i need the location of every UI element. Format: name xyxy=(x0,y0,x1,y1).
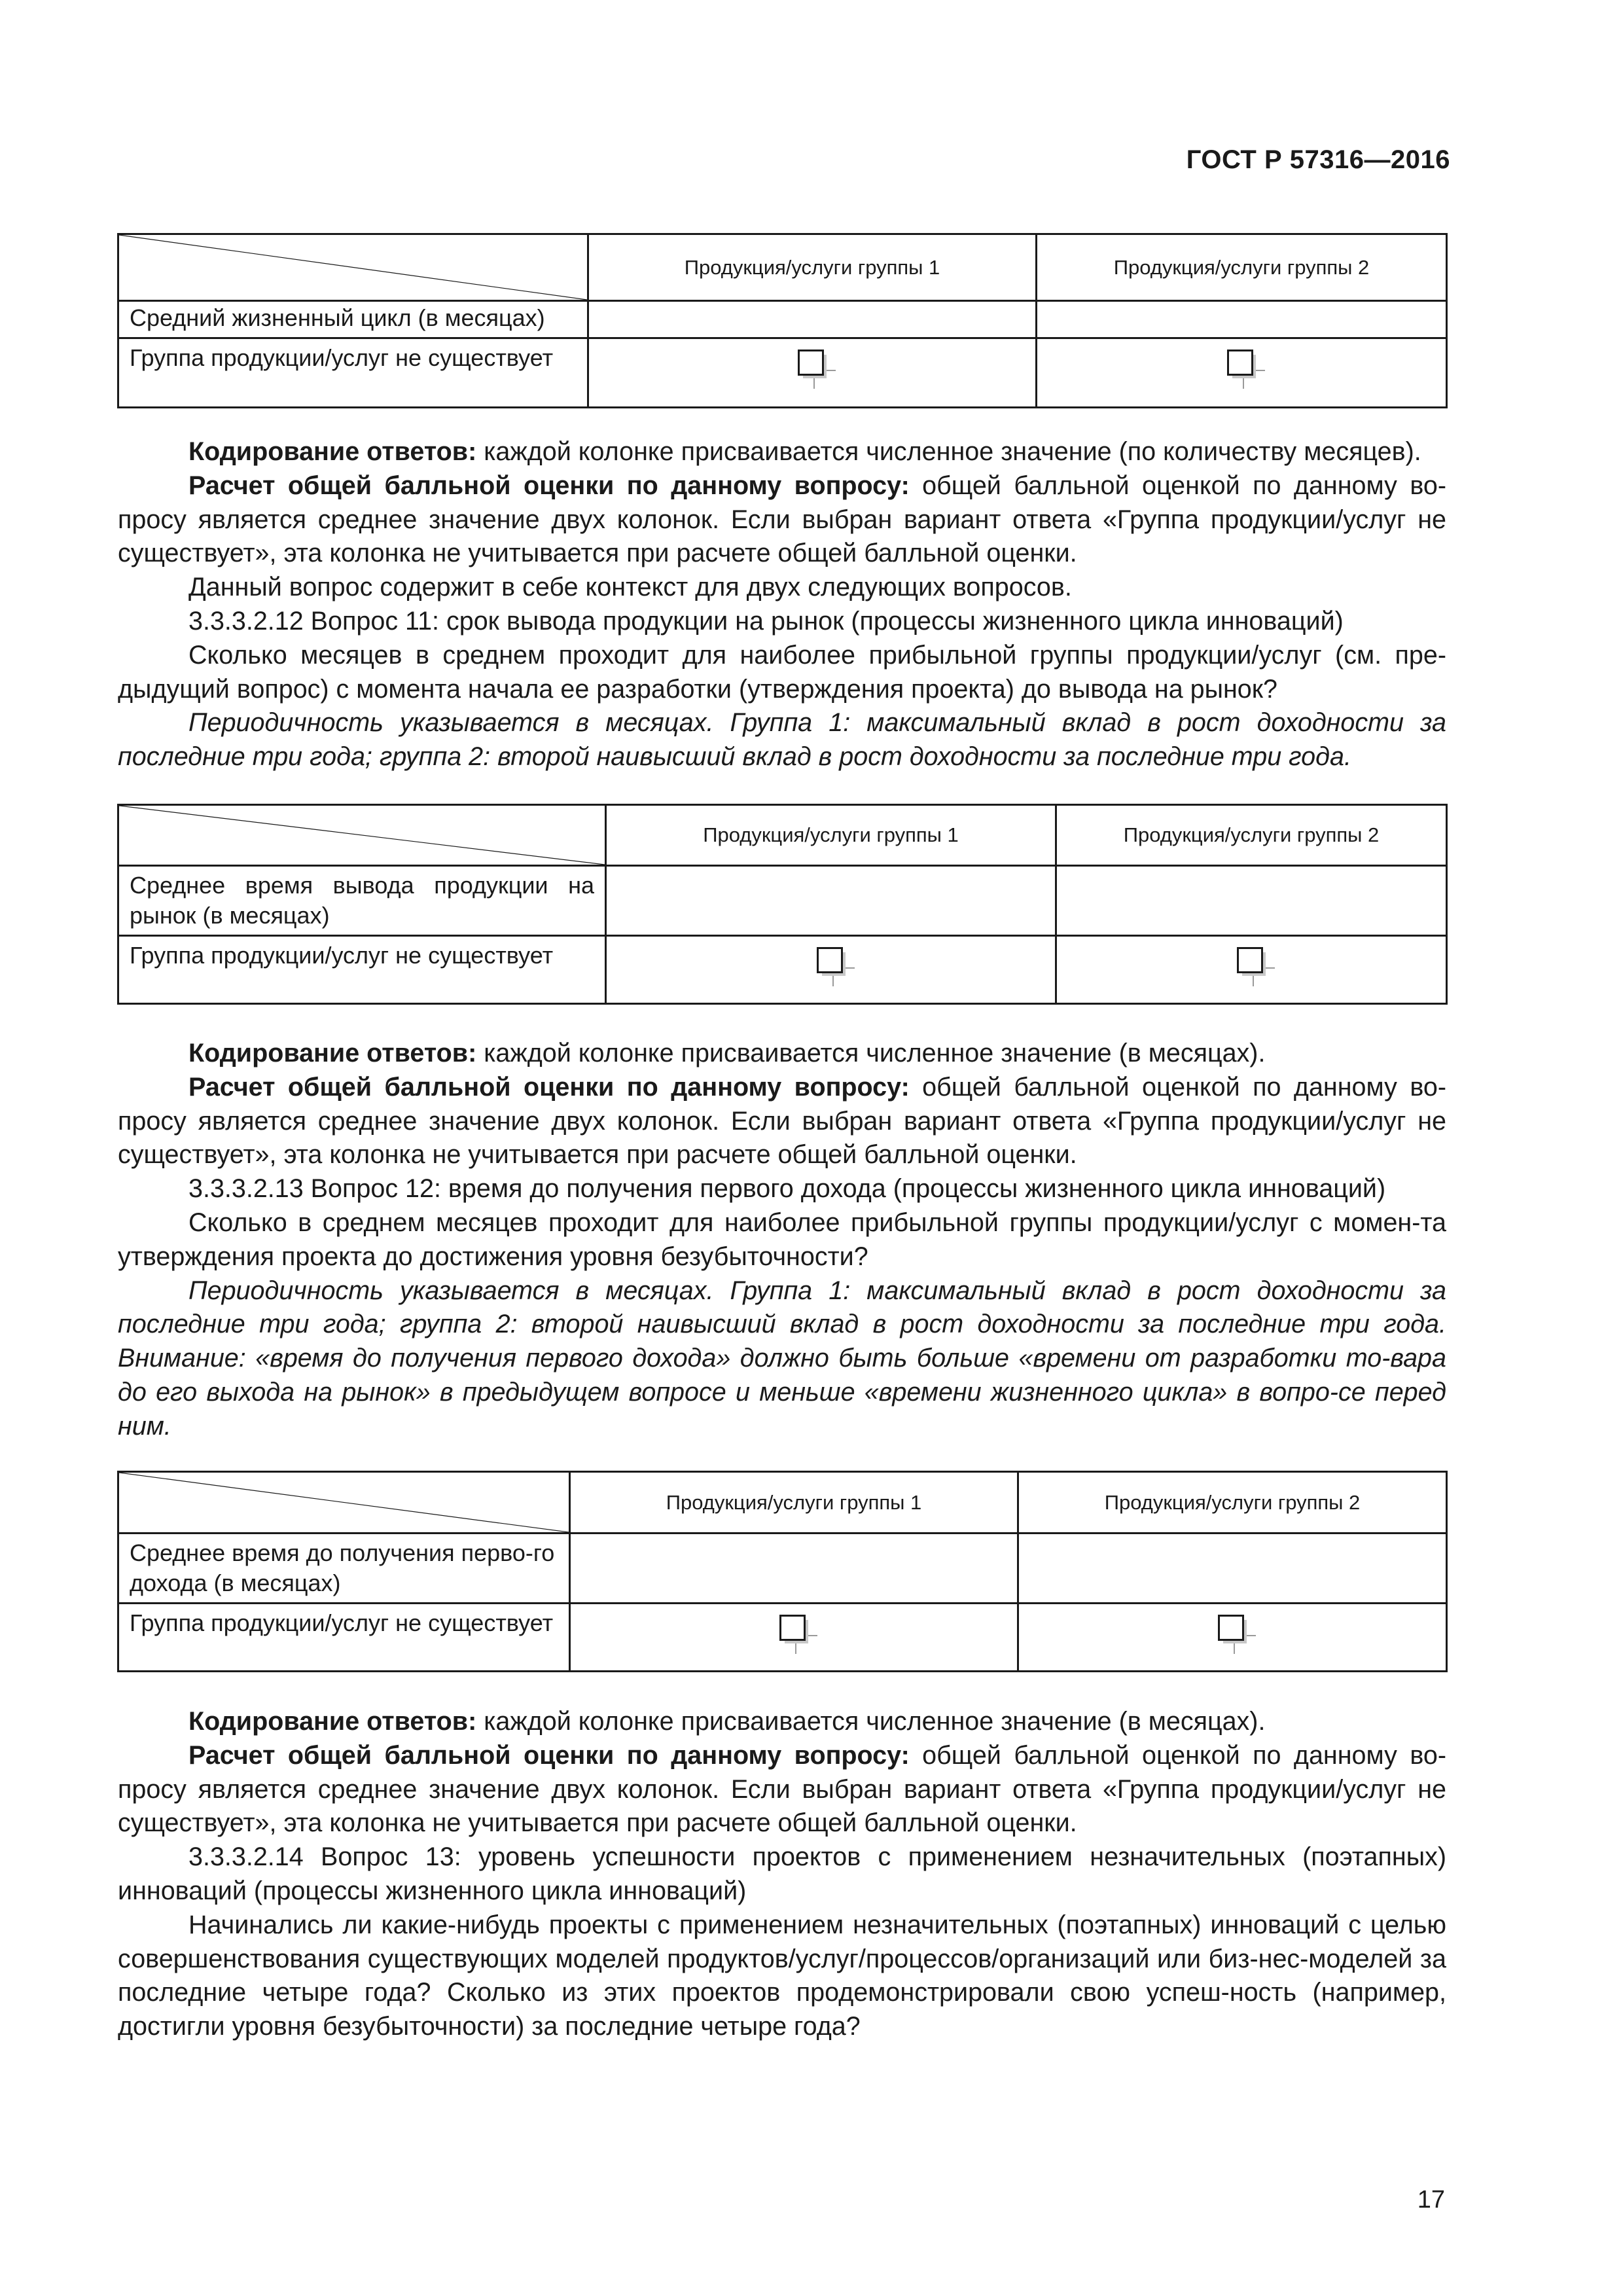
input-cell-group-2[interactable] xyxy=(1037,301,1447,338)
diagonal-header-cell xyxy=(118,234,588,301)
checkbox-cell-group-2 xyxy=(1018,1604,1447,1672)
checkbox-cell-group-2 xyxy=(1037,338,1447,408)
section-heading: 3.3.3.2.13 Вопрос 12: время до получения первого дохода (процессы жизненного цикла инноваций) xyxy=(188,1174,1386,1204)
checkbox-group-1[interactable] xyxy=(779,1615,819,1655)
paragraph-coding xyxy=(118,1705,1446,1739)
table-first-income xyxy=(117,1471,1448,1672)
section-heading: 3.3.3.2.14 Вопрос 13: уровень успешности проектов с применением незначительных (поэтапных) инноваций (процессы жизненного цикла инноваций) xyxy=(118,1842,1446,1905)
paragraph-coding xyxy=(118,1037,1446,1071)
coding-text: каждой колонке присваивается численное значение (по количеству месяцев). xyxy=(476,437,1421,466)
section-heading: 3.3.3.2.12 Вопрос 11: срок вывода продукции на рынок (процессы жизненного цикла инноваций) xyxy=(188,606,1344,636)
coding-label: Кодирование ответов: xyxy=(188,1039,477,1067)
coding-label: Кодирование ответов: xyxy=(188,437,477,466)
input-cell-group-2[interactable] xyxy=(1056,866,1447,936)
checkbox-cell-group-1 xyxy=(570,1604,1018,1672)
checkbox-cell-group-2 xyxy=(1056,936,1447,1004)
row-label-lifecycle: Средний жизненный цикл (в месяцах) xyxy=(118,301,588,338)
column-header-group-1: Продукция/услуги группы 1 xyxy=(588,234,1037,301)
row-label-first-income: Среднее время до получения перво-го дохода (в месяцах) xyxy=(118,1534,570,1604)
diagonal-header-cell xyxy=(118,805,606,866)
calc-label: Расчет общей балльной оценки по данному вопросу: xyxy=(188,471,910,500)
column-header-group-1: Продукция/услуги группы 1 xyxy=(606,805,1056,866)
checkbox-group-1[interactable] xyxy=(798,350,837,390)
coding-text: каждой колонке присваивается численное значение (в месяцах). xyxy=(476,1707,1266,1736)
coding-text: каждой колонке присваивается численное значение (в месяцах). xyxy=(476,1039,1266,1067)
paragraph-context: Данный вопрос содержит в себе контекст для двух следующих вопросов. xyxy=(188,573,1072,602)
checkbox-cell-group-1 xyxy=(606,936,1056,1004)
checkbox-group-2[interactable] xyxy=(1237,947,1276,988)
input-cell-group-2[interactable] xyxy=(1018,1534,1447,1604)
calc-label: Расчет общей балльной оценки по данному вопросу: xyxy=(188,1740,910,1770)
column-header-group-1: Продукция/услуги группы 1 xyxy=(570,1472,1018,1534)
coding-label: Кодирование ответов: xyxy=(188,1707,477,1736)
paragraph-note: Периодичность указывается в месяцах. Группа 1: максимальный вклад в рост доходности за последние три года; группа 2: второй наивысший вклад в рост доходности за последние три года. xyxy=(118,708,1446,772)
checkbox-group-2[interactable] xyxy=(1227,350,1266,390)
checkbox-cell-group-1 xyxy=(588,338,1037,408)
calc-text: общей балльной оценкой по данному во-просу является среднее значение двух колонок. Если выбран вариант ответа «Группа продукции/услуг не существует», эта колонка не учитывается при расчете общей балльной оценки. xyxy=(118,1740,1446,1838)
text-block-2 xyxy=(118,1037,1446,1444)
table-lifecycle xyxy=(117,233,1448,408)
calc-text: общей балльной оценкой по данному во-просу является среднее значение двух колонок. Если выбран вариант ответа «Группа продукции/услуг не существует», эта колонка не учитывается при расчете общей балльной оценки. xyxy=(118,471,1446,568)
row-label-no-group: Группа продукции/услуг не существует xyxy=(118,936,606,1004)
input-cell-group-1[interactable] xyxy=(588,301,1037,338)
row-label-no-group: Группа продукции/услуг не существует xyxy=(118,338,588,408)
input-cell-group-1[interactable] xyxy=(570,1534,1018,1604)
text-block-1 xyxy=(118,435,1446,774)
calc-text: общей балльной оценкой по данному во-просу является среднее значение двух колонок. Если выбран вариант ответа «Группа продукции/услуг не существует», эта колонка не учитывается при расчете общей балльной оценки. xyxy=(118,1072,1446,1170)
table-time-to-market xyxy=(117,804,1448,1005)
row-label-no-group: Группа продукции/услуг не существует xyxy=(118,1604,570,1672)
calc-label: Расчет общей балльной оценки по данному вопросу: xyxy=(188,1072,910,1102)
paragraph-calc xyxy=(118,1739,1446,1840)
paragraph-calc xyxy=(118,1071,1446,1172)
paragraph-coding xyxy=(118,435,1446,469)
paragraph-note: Периодичность указывается в месяцах. Группа 1: максимальный вклад в рост доходности за последние три года; группа 2: второй наивысший вклад в рост доходности за последние три года. Внимание: «время до получения первого дохода» должно быть больше «времени от разработки то-вара до его выхода на рынок» в предыдущем вопросе и меньше «времени жизненного цикла» в вопро-се перед ним. xyxy=(118,1276,1446,1441)
page-number: 17 xyxy=(1417,2186,1445,2214)
text-block-3 xyxy=(118,1705,1446,2044)
row-label-time-to-market: Среднее время вывода продукции на рынок (в месяцах) xyxy=(118,866,606,936)
checkbox-group-2[interactable] xyxy=(1218,1615,1257,1655)
paragraph-calc xyxy=(118,469,1446,571)
input-cell-group-1[interactable] xyxy=(606,866,1056,936)
column-header-group-2: Продукция/услуги группы 2 xyxy=(1018,1472,1447,1534)
paragraph-question: Сколько в среднем месяцев проходит для наиболее прибыльной группы продукции/услуг с момен-та утверждения проекта до достижения уровня безубыточности? xyxy=(118,1208,1446,1271)
column-header-group-2: Продукция/услуги группы 2 xyxy=(1037,234,1447,301)
checkbox-group-1[interactable] xyxy=(817,947,856,988)
paragraph-question: Сколько месяцев в среднем проходит для наиболее прибыльной группы продукции/услуг (см. пре-дыдущий вопрос) с момента начала ее разработки (утверждения проекта) до вывода на рынок? xyxy=(118,640,1446,704)
diagonal-header-cell xyxy=(118,1472,570,1534)
paragraph-question: Начинались ли какие-нибудь проекты с применением незначительных (поэтапных) инноваций с целью совершенствования существующих моделей продуктов/услуг/процессов/организаций или биз-нес-моделей за последние четыре года? Сколько из этих проектов продемонстрировали свою успеш-ность (например, достигли уровня безубыточности) за последние четыре года? xyxy=(118,1910,1446,2041)
document-id: ГОСТ Р 57316—2016 xyxy=(1186,145,1450,174)
column-header-group-2: Продукция/услуги группы 2 xyxy=(1056,805,1447,866)
